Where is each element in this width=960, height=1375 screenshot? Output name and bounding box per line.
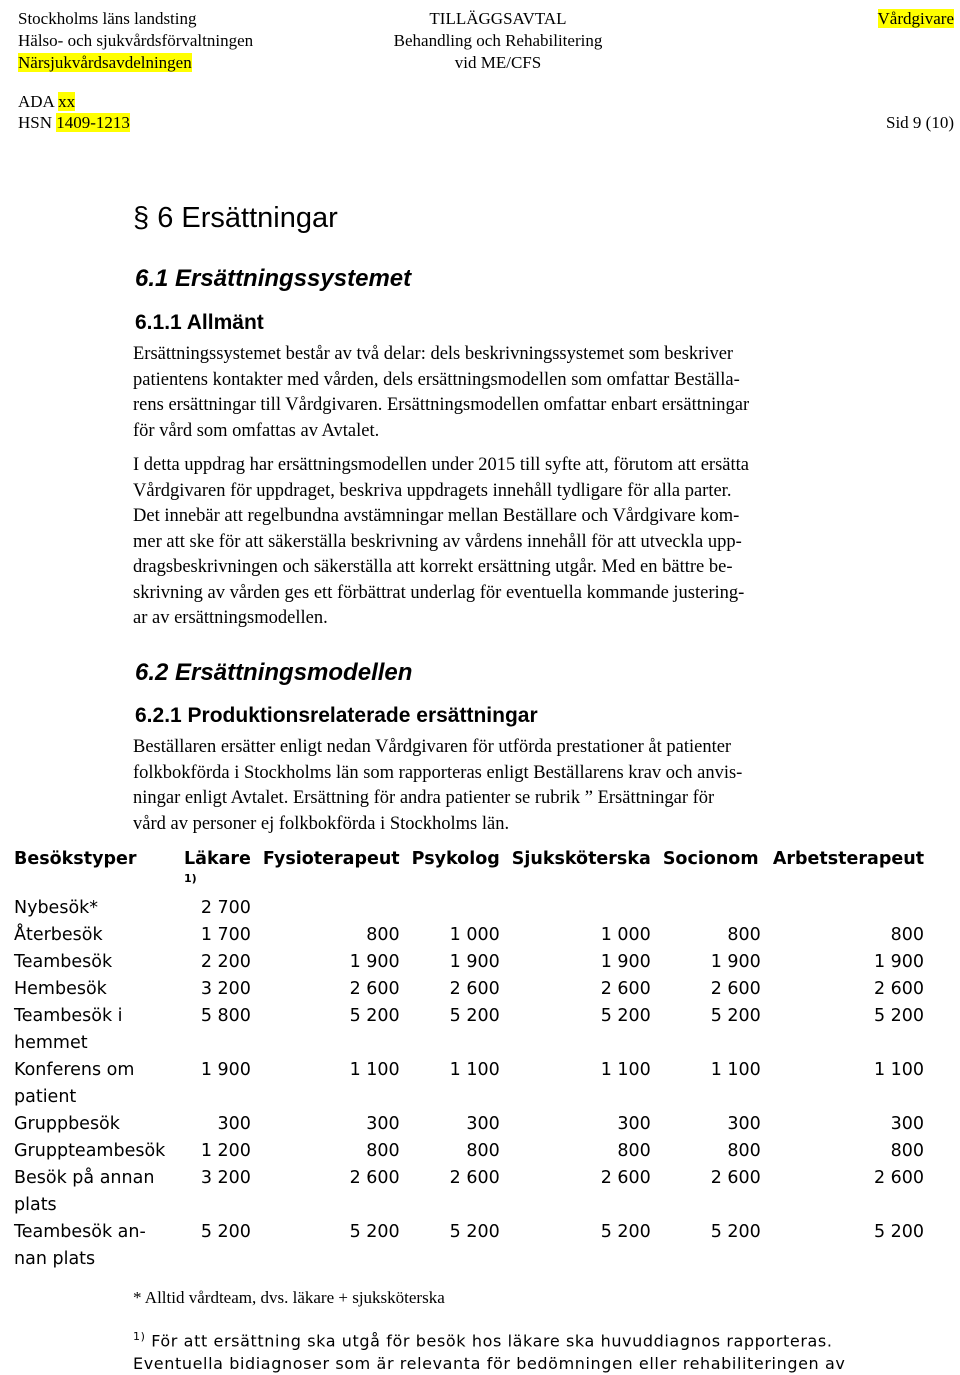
rate-cell [657,895,767,922]
rate-cell: 2 600 [873,1168,925,1188]
table-row [8,895,930,922]
rate-cell: 5 200 [349,1222,400,1242]
table-row [8,1003,930,1057]
rate-cell: 800 [890,925,925,945]
rate-cell: 5 200 [600,1006,651,1026]
header-psychologist: Psykolog [411,849,500,869]
section-6-1-1-heading: 6.1.1 Allmänt [135,311,264,334]
header-admin: Hälso- och sjukvårdsförvaltningen [18,31,254,50]
rate-cell: 1 100 [873,1060,925,1080]
rate-cell: 1 100 [349,1060,400,1080]
rate-cell [406,895,506,922]
row-label: Teambesök an-nan plats [14,1222,146,1269]
rate-cell: 300 [617,1114,651,1134]
section-mark: § [133,202,150,234]
rate-cell: 5 200 [449,1006,500,1026]
header-party: Vårdgivare [877,9,954,28]
rate-cell: 1 100 [710,1060,761,1080]
footnote [133,1325,845,1375]
rate-cell: 2 600 [873,979,925,999]
row-label: Nybesök* [14,898,99,918]
rate-cell: 2 600 [449,1168,500,1188]
header-physiotherapist: Fysioterapeut [262,849,400,869]
rate-cell: 1 700 [200,925,251,945]
rate-cell: 2 200 [200,952,251,972]
rate-cell: 300 [727,1114,761,1134]
table-row [8,1165,930,1219]
row-label: Teambesök i hemmet [14,1006,123,1053]
table-row [8,1057,930,1111]
rate-cell: 800 [890,1141,925,1161]
row-label: Hembesök [14,979,107,999]
page-number: Sid 9 (10) [886,113,954,132]
rate-cell: 2 600 [710,979,761,999]
rate-cell: 5 200 [873,1222,925,1242]
rate-cell: 5 200 [873,1006,925,1026]
rate-cell: 1 900 [873,952,925,972]
footnote-line-1: För att ersättning ska utgå för besök hos läkare ska huvuddiagnos rapporteras. [151,1331,833,1351]
row-label: Gruppteambesök [14,1141,166,1161]
header-doc-type: TILLÄGGSAVTAL [429,9,567,28]
table-row [8,922,930,949]
rate-cell: 800 [617,1141,651,1161]
asterisk-note: * Alltid vårdteam, dvs. läkare + sjuksköterska [133,1288,445,1307]
rate-cell [767,895,930,922]
rate-cell: 5 200 [449,1222,500,1242]
header-left [18,8,253,74]
row-label: Besök på annan plats [14,1168,155,1215]
row-label: Teambesök [14,952,113,972]
header-center [383,8,613,74]
table-row [8,1219,930,1273]
rates-table [8,846,930,1273]
rate-cell: 1 900 [600,952,651,972]
rate-cell: 2 600 [349,1168,400,1188]
header-right [878,8,954,30]
rate-cell: 2 700 [200,898,251,918]
rate-cell: 800 [727,925,761,945]
paragraph-bestallaren: Beställaren ersätter enligt nedan Vårdgivaren för utförda prestationer åt patienter folkbokförda i Stockholms län som rapporteras enligt Beställarens krav och anvis- ningar enligt Avtalet. Ersättning för andra patienter se rubrik ” Ersättningar för vård av personer ej folkbokförda i Stockholms län. [133,737,743,834]
section-6-1-heading: 6.1 Ersättningssystemet [135,265,412,292]
rate-cell: 3 200 [200,1168,251,1188]
row-label: Konferens om patient [14,1060,135,1107]
paragraph-uppdrag: I detta uppdrag har ersättningsmodellen under 2015 till syfte att, förutom att ersätta Vårdgivaren för uppdraget, beskriva uppdragets innehåll tydligare för alla parter. Det innebär att regelbundna avstämningar mellan Beställare och Vårdgivare kom- mer att ske för att säkerställa beskrivning av vårdens innehåll för att utveckla upp- dragsbeskrivningen och säkerställa att korrekt ersättning utgår. Med en bättre be- skrivning av vården ges ett förbättrat underlag för eventuella kommande justering- ar av ersättningsmodellen. [133,455,749,628]
header-doctor: Läkare 1) [184,849,251,885]
rate-cell: 1 100 [449,1060,500,1080]
paragraph-allmant: Ersättningssystemet består av två delar: dels beskrivningssystemet som beskriver patientens kontakter med vården, dels ersättningsmodellen som omfattar Beställa- rens ersättningar till Vårdgivaren. Ersättningsmodellen omfattar enbart ersättningar för vård som omfattas av Avtalet. [133,344,750,441]
rate-cell: 1 900 [449,952,500,972]
rate-cell: 5 200 [200,1222,251,1242]
table-row [8,1138,930,1165]
rate-cell: 1 200 [200,1141,251,1161]
rate-cell: 1 000 [449,925,500,945]
rate-cell: 300 [366,1114,400,1134]
header-footnote: 1) [184,872,197,885]
row-label: Återbesök [14,925,103,945]
footnote-mark: 1) [133,1330,146,1343]
rate-cell: 3 200 [200,979,251,999]
header-doc-subject: Behandling och Rehabilitering [393,31,603,50]
rate-cell: 2 600 [600,979,651,999]
footnote-line-2: Eventuella bidiagnoser som är relevanta för bedömningen eller rehabiliteringen av [133,1354,846,1374]
header-visit-types: Besökstyper [14,849,137,869]
rate-cell: 5 800 [200,1006,251,1026]
rate-cell: 5 200 [710,1222,761,1242]
rate-cell: 1 900 [349,952,400,972]
rate-cell: 2 600 [710,1168,761,1188]
rate-cell: 300 [217,1114,251,1134]
section-6-2-1-heading: 6.2.1 Produktionsrelaterade ersättningar [135,704,538,727]
row-label: Gruppbesök [14,1114,120,1134]
table-header-row [8,846,930,895]
rate-cell: 5 200 [349,1006,400,1026]
header-dept: Närsjukvårdsavdelningen [18,53,192,72]
header-org: Stockholms läns landsting [18,9,197,28]
header-occupational-therapist: Arbetsterapeut [772,849,925,869]
rate-cell: 1 900 [200,1060,251,1080]
rate-cell: 5 200 [710,1006,761,1026]
rate-cell: 1 000 [600,925,651,945]
section-6-2-heading: 6.2 Ersättningsmodellen [135,659,413,686]
rate-cell: 800 [366,1141,400,1161]
header-social-worker: Socionom [662,849,759,869]
header-doc-subject-2: vid ME/CFS [454,53,542,72]
rate-cell: 800 [727,1141,761,1161]
rate-cell: 5 200 [600,1222,651,1242]
header-hsn: HSN 1409-1213 [18,113,130,132]
chapter-heading [133,202,338,235]
rate-cell [257,895,406,922]
rate-cell: 2 600 [349,979,400,999]
rate-cell [506,895,657,922]
rate-cell: 800 [466,1141,500,1161]
rate-cell: 2 600 [449,979,500,999]
chapter-title: 6 Ersättningar [157,202,338,234]
table-row [8,949,930,976]
header-ada: ADA xx [18,92,76,111]
rate-cell: 300 [466,1114,500,1134]
rate-cell: 300 [890,1114,925,1134]
table-row [8,1111,930,1138]
rate-cell: 1 900 [710,952,761,972]
rate-cell: 1 100 [600,1060,651,1080]
rate-cell: 2 600 [600,1168,651,1188]
header-nurse: Sjuksköterska [511,849,651,869]
table-row [8,976,930,1003]
rate-cell: 800 [366,925,400,945]
